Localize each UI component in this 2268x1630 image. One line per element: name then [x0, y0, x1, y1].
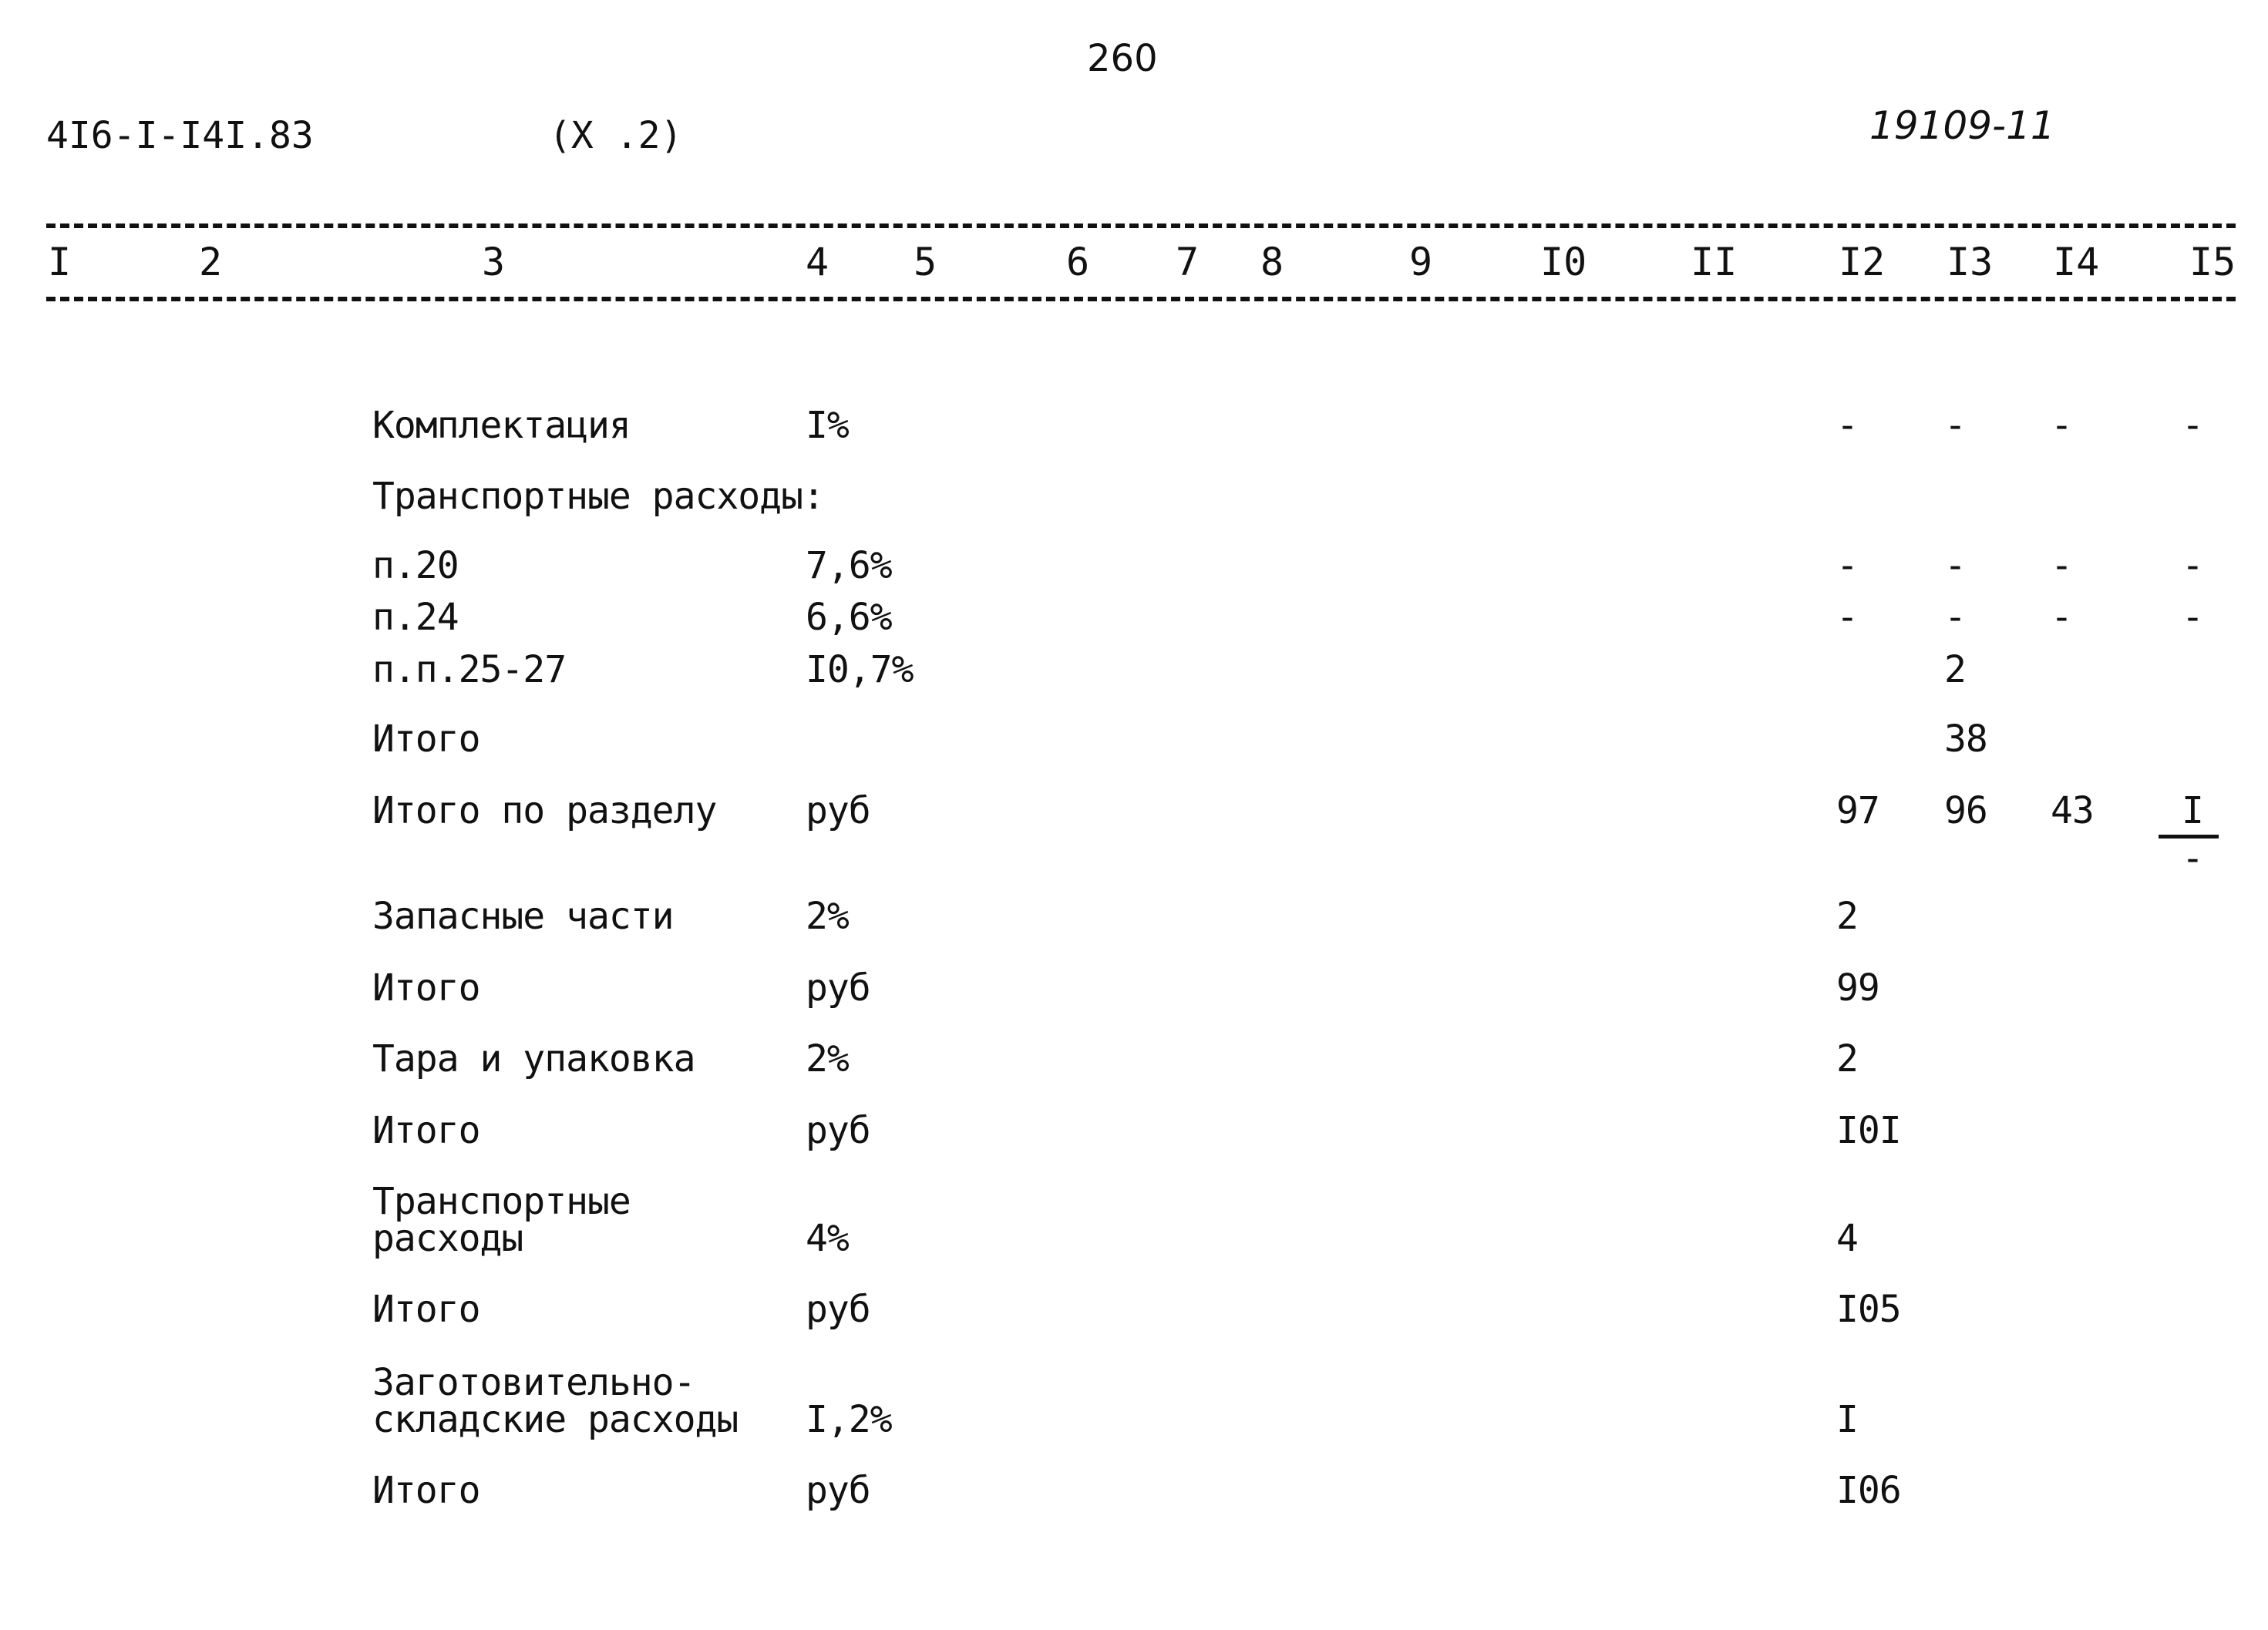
cell-col12: I: [1836, 1398, 1858, 1441]
cell-col13: -: [1944, 596, 1966, 639]
cell-col12: I06: [1836, 1469, 1901, 1512]
row-label-line1: Заготовительно-: [372, 1361, 695, 1404]
row-unit: руб: [806, 789, 870, 832]
row-percent: 2%: [806, 1037, 849, 1081]
cell-col13: 38: [1944, 718, 1987, 761]
column-header: 9: [1409, 240, 1433, 284]
cell-col13: -: [1944, 404, 1966, 447]
row-percent: I0,7%: [806, 648, 914, 691]
row-unit: руб: [806, 1469, 870, 1512]
cell-col13: 2: [1944, 648, 1966, 691]
cell-col12: -: [1836, 404, 1858, 447]
row-label: Итого: [372, 718, 480, 761]
row-unit: руб: [806, 966, 870, 1010]
row-percent: 7,6%: [806, 544, 892, 587]
row-label: Итого по разделу: [372, 789, 717, 832]
row-percent: 6,6%: [806, 596, 892, 639]
column-header: 4: [806, 240, 829, 284]
column-header: I5: [2189, 240, 2236, 284]
cell-col14: 43: [2051, 789, 2094, 832]
cell-col13: 96: [1944, 789, 1987, 832]
row-label: Тара и упаковка: [372, 1037, 695, 1081]
cell-col14: -: [2051, 544, 2072, 587]
cell-col15: -: [2182, 404, 2203, 447]
row-label-line1: Транспортные: [372, 1180, 631, 1223]
row-percent: 4%: [806, 1217, 849, 1260]
column-header: I4: [2053, 240, 2100, 284]
row-percent: I%: [806, 404, 849, 447]
row-unit: руб: [806, 1288, 870, 1331]
document-code: 4I6-I-I4I.83: [46, 114, 314, 157]
column-header: I2: [1839, 240, 1886, 284]
column-header: 6: [1066, 240, 1090, 284]
row-label: Транспортные расходы:: [372, 475, 824, 518]
cell-col15: -: [2182, 596, 2203, 639]
cell-col14: -: [2051, 596, 2072, 639]
page-number: 260: [1087, 37, 1158, 80]
column-header: 3: [482, 240, 506, 284]
row-label: Итого: [372, 1469, 480, 1512]
cell-col12: I05: [1836, 1288, 1901, 1331]
cell-col15-below: -: [2182, 837, 2203, 880]
cell-col15: -: [2182, 544, 2203, 587]
row-unit: руб: [806, 1109, 870, 1152]
cell-col12: 99: [1836, 966, 1879, 1010]
column-header: I3: [1947, 240, 1994, 284]
cell-col12: 2: [1836, 895, 1858, 938]
row-label: Запасные части: [372, 895, 674, 938]
column-header: I0: [1540, 240, 1587, 284]
row-percent: 2%: [806, 895, 849, 938]
row-label: п.24: [372, 596, 459, 639]
row-label: Итого: [372, 966, 480, 1010]
document-part: (X .2): [549, 114, 683, 157]
column-header: 7: [1176, 240, 1200, 284]
cell-col12: I0I: [1836, 1109, 1901, 1152]
cell-col15: I: [2182, 789, 2203, 832]
cell-col12: -: [1836, 544, 1858, 587]
column-header: 8: [1260, 240, 1284, 284]
row-label: Итого: [372, 1288, 480, 1331]
dashed-rule-bottom: [46, 297, 2236, 301]
handwritten-code: 19109-11: [1869, 103, 2055, 148]
row-label-line2: складские расходы: [372, 1398, 739, 1441]
column-header: II: [1691, 240, 1738, 284]
cell-col12: 97: [1836, 789, 1879, 832]
column-header: 5: [914, 240, 937, 284]
row-label-line2: расходы: [372, 1217, 523, 1260]
row-label: Комплектация: [372, 404, 631, 447]
cell-col14: -: [2051, 404, 2072, 447]
dashed-rule-top: [46, 223, 2236, 228]
row-label: п.20: [372, 544, 459, 587]
cell-col13: -: [1944, 544, 1966, 587]
row-percent: I,2%: [806, 1398, 892, 1441]
cell-col12: 4: [1836, 1217, 1858, 1260]
column-header: I: [48, 240, 72, 284]
row-label: п.п.25-27: [372, 648, 567, 691]
column-header: 2: [199, 240, 223, 284]
cell-col12: -: [1836, 596, 1858, 639]
cell-col12: 2: [1836, 1037, 1858, 1081]
row-label: Итого: [372, 1109, 480, 1152]
